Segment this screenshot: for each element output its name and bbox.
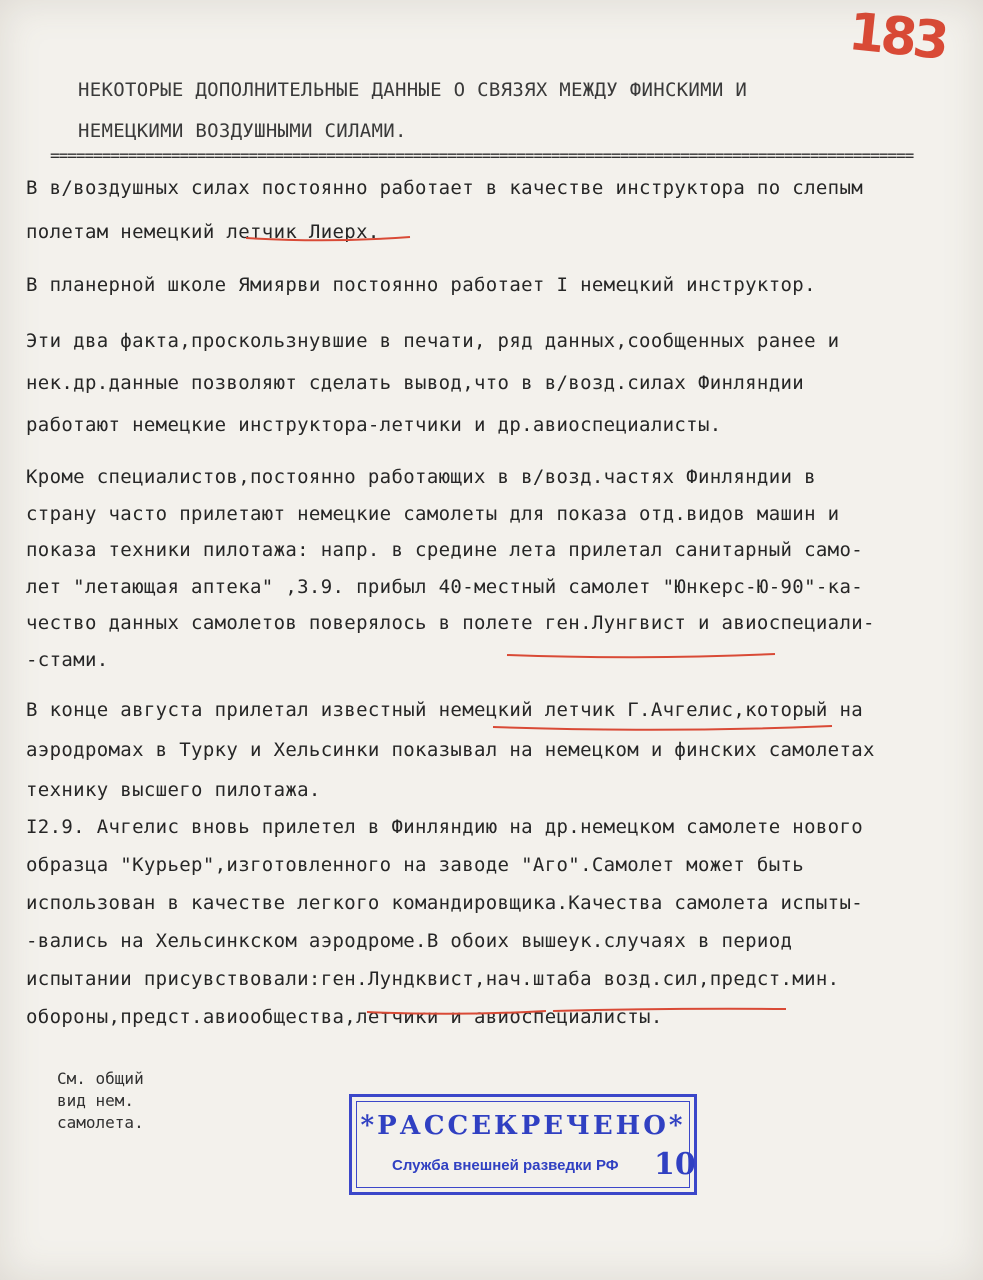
paragraph-1: В в/воздушных силах постоянно работает в качестве инструктора по слепым полетам немецкий летчик Лиерх. bbox=[26, 177, 864, 243]
stamp-title: *РАССЕКРЕЧЕНО* bbox=[360, 1111, 686, 1141]
document-title: НЕКОТОРЫЕ ДОПОЛНИТЕЛЬНЫЕ ДАННЫЕ О СВЯЗЯХ МЕЖДУ ФИНСКИМИ И НЕМЕЦКИМИ ВОЗДУШНЫМИ СИЛАМИ. bbox=[78, 79, 748, 142]
paragraph-2: В планерной школе Ямиярви постоянно работает I немецкий инструктор. bbox=[26, 274, 816, 296]
paragraph-4: Кроме специалистов,постоянно работающих в в/возд.частях Финляндии в страну часто прилетают немецкие самолеты для показа отд.видов машин и показа техники пилотажа: напр. в средине лета прилетал санитарный само- лет "летающая аптека" ,3.9. прибыл 40-местный самолет "Юнкерс-Ю-90"-ка- чество данных самолетов поверялось в полете ген.Лунгвист и авиоспециали- -стами. bbox=[26, 466, 875, 671]
stamp-number: 10 bbox=[654, 1147, 696, 1182]
declassified-stamp bbox=[349, 1094, 697, 1195]
title-underline-rule: ==================================================================================================== bbox=[50, 146, 914, 165]
paragraph-5: В конце августа прилетал известный немецкий летчик Г.Ачгелис,который на аэродромах в Турку и Хельсинки показывал на немецком и финских самолетах технику высшего пилотажа. bbox=[26, 699, 875, 801]
stamp-subtitle: Служба внешней разведки РФ bbox=[392, 1157, 619, 1174]
margin-note: См. общий вид нем. самолета. bbox=[57, 1069, 144, 1132]
paragraph-6: I2.9. Ачгелис вновь прилетел в Финляндию на др.немецком самолете нового образца "Курьер",изготовленного на заводе "Аго".Самолет может быть использован в качестве легкого командировщика.Качества самолета испыты- -вались на Хельсинкском аэродроме.В обоих вышеук.случаях в период испытании присувствовали:ген.Лундквист,нач.штаба возд.сил,предст.мин. обороны,предст.авиообщества,летчики и авиоспециалисты. bbox=[26, 816, 864, 1028]
folio-number: 183 bbox=[845, 2, 949, 72]
paragraph-3: Эти два факта,проскользнувшие в печати, ряд данных,сообщенных ранее и нек.др.данные позволяют сделать вывод,что в в/возд.силах Финляндии работают немецкие инструктора-летчики и др.авиоспециалисты. bbox=[26, 330, 840, 436]
